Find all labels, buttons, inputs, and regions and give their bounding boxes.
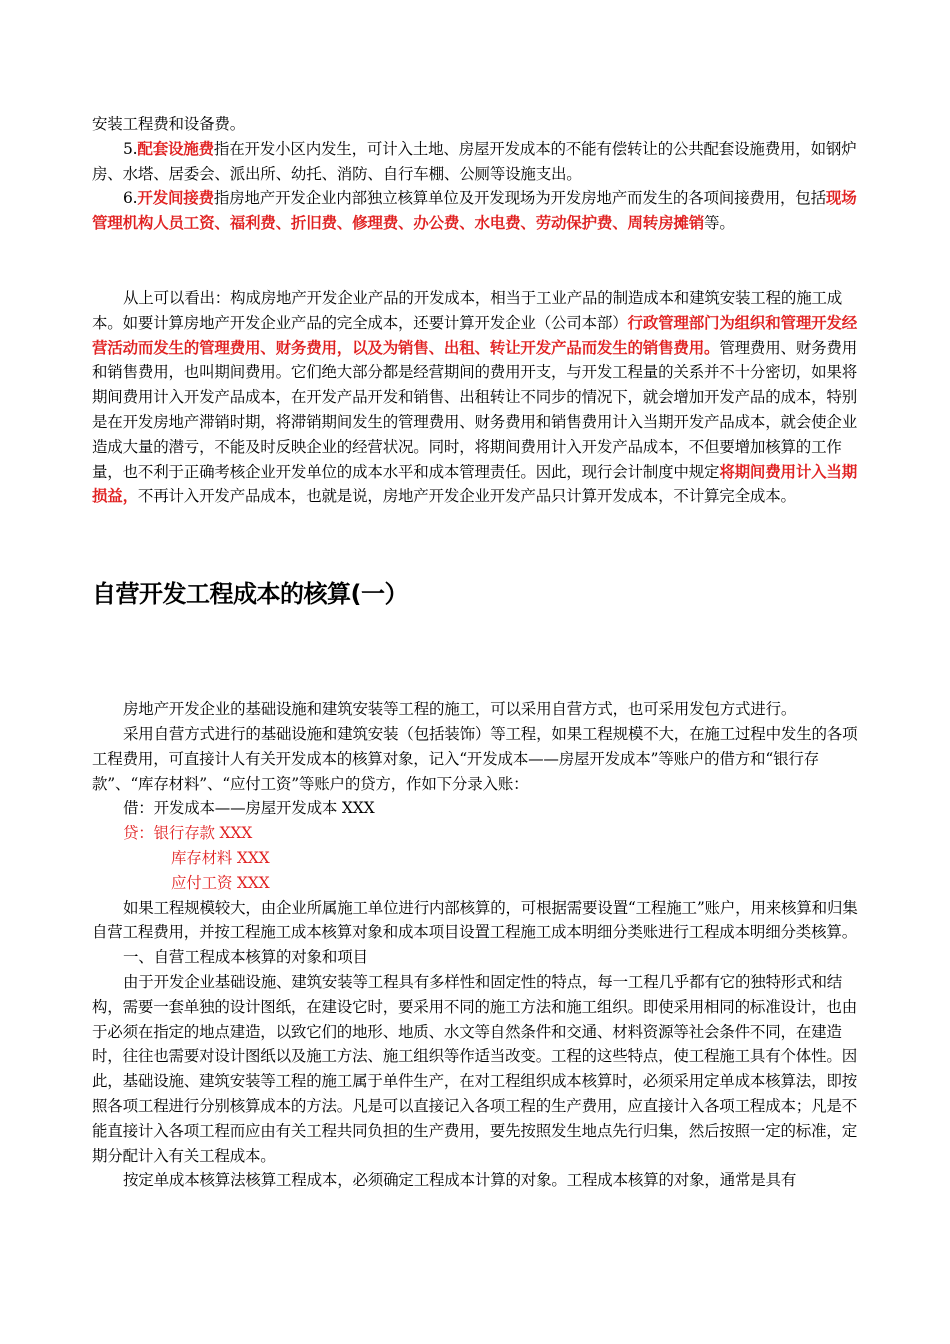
period-text-3: 不再计入开发产品成本，也就是说，房地产开发企业开发产品只计算开发成本，不计算完全成本。 xyxy=(137,487,796,506)
entry-credit-materials: 库存材料 XXX xyxy=(171,848,270,867)
paragraph-install-fee: 安装工程费和设备费。 xyxy=(92,115,246,133)
paragraph-job-order-costing: 由于开发企业基础设施、建筑安装等工程具有多样性和固定性的特点，每一工程几乎都有它的独特形式和结构，需要一套单独的设计图纸，在建设它时，要采用不同的施工方法和施工组织。即使采用相同的标准设计，也由于必须在指定的地点建造，以致它们的地形、地质、水文等自然条件和交通、材料资源等社会条件不同，在建造时，往往也需要对设计图纸以及施工方法、施工组织等作适当改变。工程的这些特点，使工程施工具有个体性。因此，基础设施、建筑安装等工程的施工属于单件生产，在对工程组织成本核算时，必须采用定单成本核算法，即按照各项工程进行分别核算成本的方法。凡是可以直接记入各项工程的生产费用，应直接计入各项工程成本；凡是不能直接计入各项工程而应由有关工程共同负担的生产费用，要先按照发生地点先行归集，然后按照一定的标准，定期分配计入有关工程成本。 xyxy=(92,972,858,1165)
paragraph-period-expense xyxy=(92,286,870,509)
item-number: 5. xyxy=(123,139,138,158)
indirect-fee-text: 指房地产开发企业内部独立核算单位及开发现场为开发房地产而发生的各项间接费用，包括 xyxy=(213,189,826,208)
indirect-fee-end: 等。 xyxy=(704,214,735,233)
paragraph-facility-fee xyxy=(92,137,870,187)
subheading-cost-objects: 一、自营工程成本核算的对象和项目 xyxy=(123,948,368,967)
term-facility-fee: 配套设施费 xyxy=(137,138,214,158)
paragraph-cost-object: 按定单成本核算法核算工程成本，必须确定工程成本计算的对象。工程成本核算的对象，通常是具有 xyxy=(123,1171,797,1190)
period-highlight-1: 行政管理部门为组织和管理开发经营活动而发生的管理费用、财务费用，以及为销售、出租、转让开发产品而发生的销售费用。 xyxy=(92,312,858,357)
paragraph-large-projects: 如果工程规模较大，由企业所属施工单位进行内部核算的，可根据需要设置“工程施工”账户，用来核算和归集自营工程费用，并按工程施工成本核算对象和成本项目设置工程施工成本明细分类账进行工程成本明细分类核算。 xyxy=(92,898,858,942)
facility-fee-text: 指在开发小区内发生，可计入土地、房屋开发成本的不能有偿转让的公共配套设施费用，如钢炉房、水塔、居委会、派出所、幼托、消防、自行车棚、公厕等设施支出。 xyxy=(92,139,857,183)
item-number: 6. xyxy=(123,189,138,208)
period-text-2: 管理费用、财务费用和销售费用，也叫期间费用。它们绝大部分都是经营期间的费用开支，与开发工程量的关系并不十分密切，如果将期间费用计入开发产品成本，在开发产品开发和销售、出租转让不同步的情况下，就会增加开发产品的成本，特别是在开发房地产滞销时期，将滞销期间发生的管理费用、财务费用和销售费用计入当期开发产品成本，就会使企业造成大量的潜亏，不能及时反映企业的经营状况。同时，将期间费用计入开发产品成本，不但要增加核算的工作量，也不利于正确考核企业开发单位的成本水平和成本管理责任。因此，现行会计制度中规定 xyxy=(92,338,858,481)
section-heading: 自营开发工程成本的核算(一） xyxy=(92,580,408,609)
entry-debit: 借：开发成本——房屋开发成本 XXX xyxy=(123,799,375,818)
indirect-fee-list: 现场管理机构人员工资、福利费、折旧费、修理费、办公费、水电费、劳动保护费、周转房摊销 xyxy=(92,188,857,233)
entry-credit-bank: 贷：银行存款 XXX xyxy=(123,824,253,843)
term-indirect-fee: 开发间接费 xyxy=(137,188,214,208)
period-text-1: 从上可以看出：构成房地产开发企业产品的开发成本，相当于工业产品的制造成本和建筑安装工程的施工成本。如要计算房地产开发企业产品的完全成本，还要计算开发企业（公司本部） xyxy=(92,288,843,332)
entry-credit-wages: 应付工资 XXX xyxy=(171,873,270,892)
period-highlight-2: 将期间费用计入当期损益， xyxy=(92,461,858,506)
document-page xyxy=(92,112,870,1193)
paragraph-indirect-fee xyxy=(92,186,870,236)
paragraph-self-operated: 采用自营方式进行的基础设施和建筑安装（包括装饰）等工程，如果工程规模不大，在施工过程中发生的各项工程费用，可直接计人有关开发成本的核算对象，记入“开发成本——房屋开发成本”等账户的借方和“银行存款”、“库存材料”、“应付工资”等账户的贷方，作如下分录入账： xyxy=(92,724,858,793)
paragraph-construction-modes: 房地产开发企业的基础设施和建筑安装等工程的施工，可以采用自营方式，也可采用发包方式进行。 xyxy=(123,700,797,719)
